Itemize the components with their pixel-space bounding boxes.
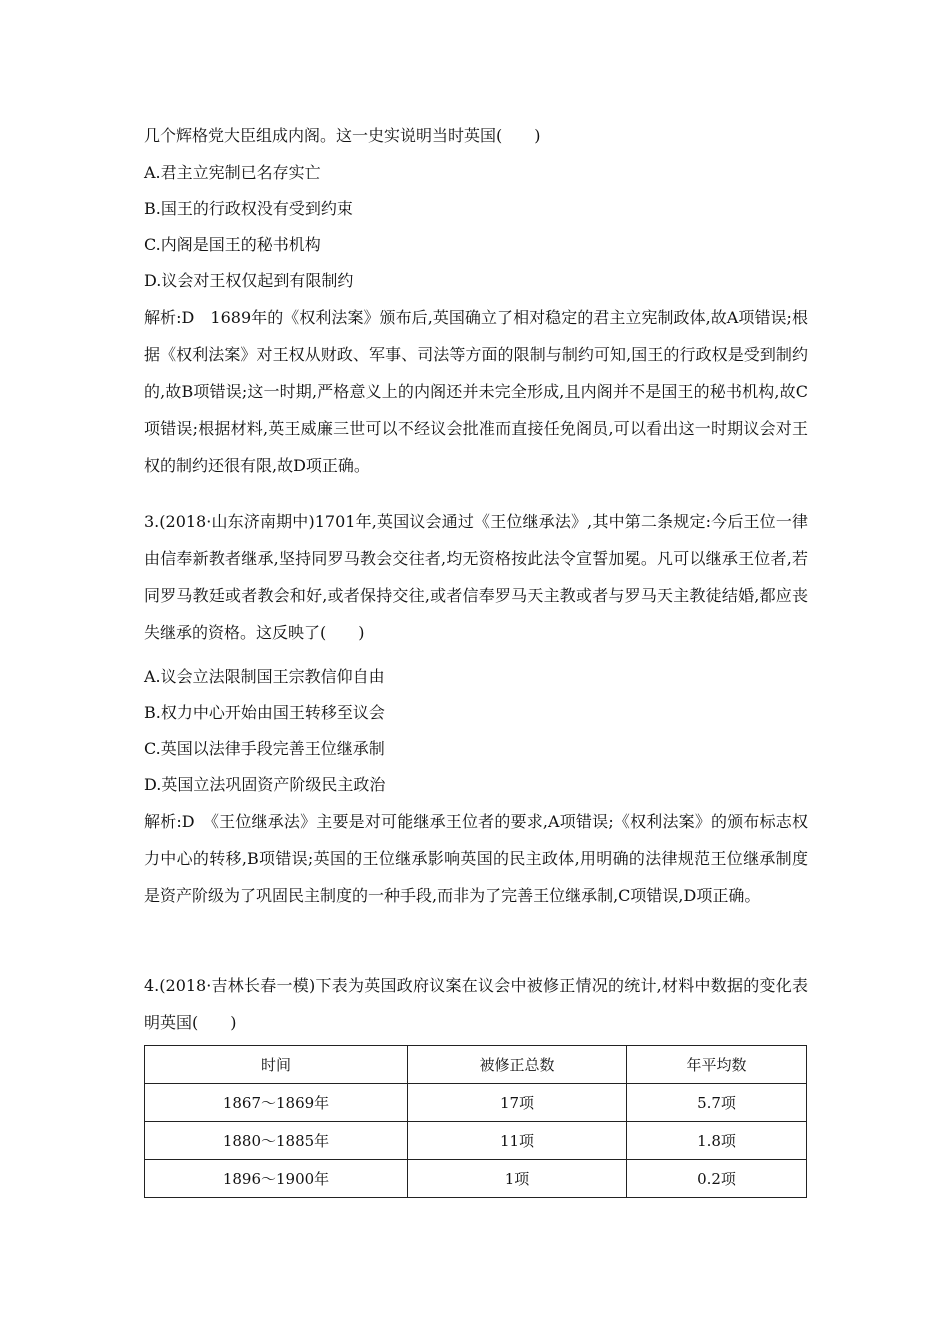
table-cell: 11项 xyxy=(408,1122,627,1160)
table-header-row xyxy=(145,1046,807,1084)
table-cell: 1896～1900年 xyxy=(145,1160,408,1198)
question-2-option-a: A.君主立宪制已名存实亡 xyxy=(144,163,321,182)
question-3-option-b: B.权力中心开始由国王转移至议会 xyxy=(144,703,385,722)
table-row xyxy=(145,1084,807,1122)
table-cell: 0.2项 xyxy=(627,1160,807,1198)
question-3-stem: 3.(2018·山东济南期中)1701年,英国议会通过《王位继承法》,其中第二条规定:今后王位一律由信奉新教者继承,坚持同罗马教会交往者,均无资格按此法令宣誓加冕。凡可以继承王位者,若同罗马教廷或者教会和好,或者保持交往,或者信奉罗马天主教或者与罗马天主教徒结婚,都应丧失继承的资格。这反映了( ) xyxy=(144,512,808,642)
table-header-cell: 被修正总数 xyxy=(408,1046,627,1084)
question-3-analysis: 解析:D 《王位继承法》主要是对可能继承王位者的要求,A项错误;《权利法案》的颁布标志权力中心的转移,B项错误;英国的王位继承影响英国的民主政体,用明确的法律规范王位继承制度是资产阶级为了巩固民主制度的一种手段,而非为了完善王位继承制,C项错误,D项正确。 xyxy=(144,812,808,905)
question-2-option-b: B.国王的行政权没有受到约束 xyxy=(144,199,353,218)
question-2-option-d: D.议会对王权仅起到有限制约 xyxy=(144,271,354,290)
table-header-cell: 年平均数 xyxy=(627,1046,807,1084)
question-3-option-a: A.议会立法限制国王宗教信仰自由 xyxy=(144,667,385,686)
question-3-option-c: C.英国以法律手段完善王位继承制 xyxy=(144,739,385,758)
question-4-stem: 4.(2018·吉林长春一模)下表为英国政府议案在议会中被修正情况的统计,材料中数据的变化表明英国( ) xyxy=(144,976,808,1032)
table-cell: 1867～1869年 xyxy=(145,1084,408,1122)
amendment-statistics-table xyxy=(144,1045,807,1198)
table-cell: 1.8项 xyxy=(627,1122,807,1160)
question-2-option-c: C.内阁是国王的秘书机构 xyxy=(144,235,321,254)
question-3-option-d: D.英国立法巩固资产阶级民主政治 xyxy=(144,775,386,794)
table-header-cell: 时间 xyxy=(145,1046,408,1084)
question-2-stem-tail: 几个辉格党大臣组成内阁。这一史实说明当时英国( ) xyxy=(144,126,541,145)
table-cell: 5.7项 xyxy=(627,1084,807,1122)
table-row xyxy=(145,1160,807,1198)
table-cell: 1880～1885年 xyxy=(145,1122,408,1160)
table-cell: 1项 xyxy=(408,1160,627,1198)
table-row xyxy=(145,1122,807,1160)
table-cell: 17项 xyxy=(408,1084,627,1122)
question-2-analysis: 解析:D 1689年的《权利法案》颁布后,英国确立了相对稳定的君主立宪制政体,故A项错误;根据《权利法案》对王权从财政、军事、司法等方面的限制与制约可知,国王的行政权是受到制约的,故B项错误;这一时期,严格意义上的内阁还并未完全形成,且内阁并不是国王的秘书机构,故C项错误;根据材料,英王威廉三世可以不经议会批准而直接任免阁员,可以看出这一时期议会对王权的制约还很有限,故D项正确。 xyxy=(144,308,808,475)
